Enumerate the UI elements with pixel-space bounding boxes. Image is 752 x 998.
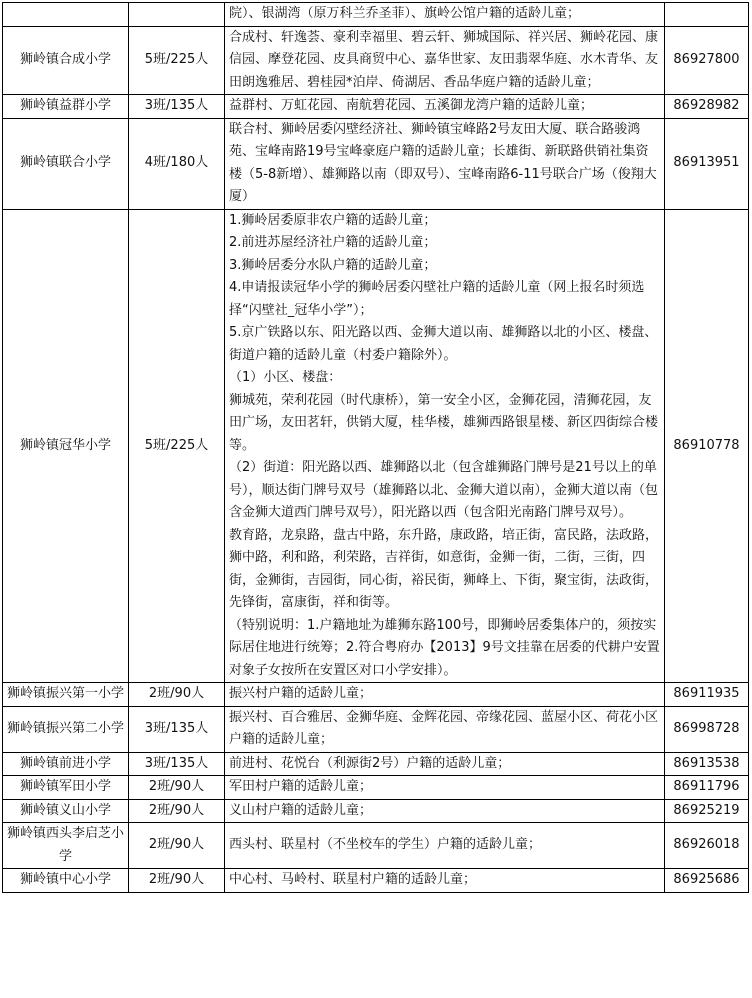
table-row [3, 209, 749, 683]
school-name-cell: 狮岭镇义山小学 [3, 799, 129, 823]
enrollment-quota-cell: 2班/90人 [129, 823, 225, 869]
school-name-cell: 狮岭镇西头李启芝小学 [3, 823, 129, 869]
catchment-area-cell [225, 209, 665, 683]
school-name-cell: 狮岭镇军田小学 [3, 776, 129, 800]
contact-phone-cell: 86926018 [665, 823, 749, 869]
enrollment-quota-cell: 3班/135人 [129, 706, 225, 752]
contact-phone-cell: 86913538 [665, 752, 749, 776]
table-row [3, 799, 749, 823]
school-name-cell: 狮岭镇前进小学 [3, 752, 129, 776]
contact-phone-cell: 86928982 [665, 95, 749, 119]
table-row [3, 869, 749, 893]
catchment-area-line: 4.申请报读冠华小学的狮岭居委闪壁社户籍的适龄儿童（网上报名时须选择“闪壁社_冠华小学”）； [229, 280, 645, 318]
contact-phone-cell: 86911796 [665, 776, 749, 800]
catchment-area-cell [225, 776, 665, 800]
school-name-cell: 狮岭镇益群小学 [3, 95, 129, 119]
catchment-area-line: 军田村户籍的适龄儿童； [229, 779, 373, 794]
enrollment-quota-cell: 3班/135人 [129, 752, 225, 776]
catchment-area-line: （特别说明：1.户籍地址为雄狮东路100号，即狮岭居委集体户的，须按实际居住地进行统筹；2.符合粤府办【2013】9号文挂靠在居委的代耕户安置对象子女按所在安置区对口小学安排）。 [229, 617, 660, 678]
school-name-cell: 狮岭镇冠华小学 [3, 209, 129, 683]
catchment-area-line: 狮城苑，荣利花园（时代康桥），第一安全小区，金狮花园，清狮花园，友田广场，友田茗轩，供销大厦，桂华楼，雄狮西路银星楼、新区四街综合楼等。 [229, 392, 659, 453]
catchment-area-line: 振兴村、百合雅居、金狮华庭、金辉花园、帝缘花园、蓝屋小区、荷花小区户籍的适龄儿童； [229, 709, 659, 747]
enrollment-quota-cell: 4班/180人 [129, 118, 225, 209]
enrollment-quota-cell: 2班/90人 [129, 776, 225, 800]
catchment-area-line: 益群村、万虹花园、南航碧花园、五溪御龙湾户籍的适龄儿童； [229, 98, 594, 113]
table-row [3, 26, 749, 95]
catchment-area-line: 2.前进苏屋经济社户籍的适龄儿童； [229, 235, 437, 250]
catchment-area-line: 1.狮岭居委原非农户籍的适龄儿童； [229, 212, 437, 228]
catchment-area-line: 振兴村户籍的适龄儿童； [229, 686, 373, 701]
school-name-cell [3, 3, 129, 27]
enrollment-quota-cell: 2班/90人 [129, 799, 225, 823]
catchment-area-cell [225, 706, 665, 752]
catchment-area-cell [225, 869, 665, 893]
table-row [3, 118, 749, 209]
table-row [3, 752, 749, 776]
enrollment-quota-cell: 5班/225人 [129, 26, 225, 95]
contact-phone-cell: 86911935 [665, 683, 749, 707]
contact-phone-cell: 86910778 [665, 209, 749, 683]
catchment-area-line: 5.京广铁路以东、阳光路以西、金狮大道以南、雄狮路以北的小区、楼盘、街道户籍的适龄儿童（村委户籍除外）。 [229, 325, 658, 363]
catchment-area-line: 合成村、轩逸荟、豪利幸福里、碧云轩、狮城国际、祥兴居、狮岭花园、康信园、摩登花园、皮具商贸中心、嘉华世家、友田翡翠华庭、水木青华、友田朗逸雅居、碧桂园*泊岸、倚湖居、香品华庭户籍的适龄儿童； [229, 29, 659, 90]
contact-phone-cell: 86925686 [665, 869, 749, 893]
catchment-area-line: 中心村、马岭村、联星村户籍的适龄儿童； [229, 872, 477, 887]
school-name-cell: 狮岭镇振兴第二小学 [3, 706, 129, 752]
school-name-cell: 狮岭镇联合小学 [3, 118, 129, 209]
catchment-area-cell [225, 683, 665, 707]
catchment-area-line: 3.狮岭居委分水队户籍的适龄儿童； [229, 257, 437, 273]
table-row [3, 3, 749, 27]
table-row [3, 823, 749, 869]
catchment-area-cell [225, 95, 665, 119]
catchment-area-cell [225, 26, 665, 95]
catchment-area-cell [225, 823, 665, 869]
contact-phone-cell [665, 3, 749, 27]
contact-phone-cell: 86925219 [665, 799, 749, 823]
enrollment-table-body [3, 3, 749, 893]
table-row [3, 776, 749, 800]
contact-phone-cell: 86927800 [665, 26, 749, 95]
catchment-area-line: 教育路，龙泉路，盘古中路，东升路，康政路，培正街，富民路，法政路，狮中路，利和路，利荣路，吉祥街，如意街，金狮一街，二街，三街，四街，金狮街，吉园街，同心街，裕民街，狮峰上、下街，聚宝街，法政街，先锋街，富康街，祥和街等。 [229, 527, 659, 610]
enrollment-table [2, 2, 749, 893]
catchment-area-line: 义山村户籍的适龄儿童； [229, 802, 373, 818]
contact-phone-cell: 86913951 [665, 118, 749, 209]
catchment-area-cell [225, 799, 665, 823]
catchment-area-line: （1）小区、楼盘： [229, 370, 342, 385]
school-name-cell: 狮岭镇中心小学 [3, 869, 129, 893]
enrollment-quota-cell: 2班/90人 [129, 869, 225, 893]
catchment-area-line: 联合村、狮岭居委闪壁经济社、狮岭镇宝峰路2号友田大厦、联合路骏鸿苑、宝峰南路19号宝峰豪庭户籍的适龄儿童；长雄街、新联路供销社集资楼（5-8新增）、雄狮路以南（即双号）、宝峰南路6-11号联合广场（俊翔大厦） [229, 121, 657, 204]
catchment-area-cell [225, 118, 665, 209]
catchment-area-line: （2）街道：阳光路以西、雄狮路以北（包含雄狮路门牌号是21号以上的单号），顺达街门牌号双号（雄狮路以北、金狮大道以南），金狮大道以南（包含金狮大道西门牌号双号），阳光路以西（包含阳光南路门牌号双号）。 [229, 460, 659, 520]
catchment-area-line: 院）、银湖湾（原万科兰乔圣菲）、旗岭公馆户籍的适龄儿童； [229, 6, 581, 21]
catchment-area-line: 西头村、联星村（不坐校车的学生）户籍的适龄儿童； [229, 837, 542, 853]
enrollment-quota-cell: 5班/225人 [129, 209, 225, 683]
table-row [3, 706, 749, 752]
catchment-area-line: 前进村、花悦台（利源街2号）户籍的适龄儿童； [229, 755, 511, 771]
table-row [3, 683, 749, 707]
school-name-cell: 狮岭镇振兴第一小学 [3, 683, 129, 707]
contact-phone-cell: 86998728 [665, 706, 749, 752]
table-row [3, 95, 749, 119]
enrollment-quota-cell [129, 3, 225, 27]
school-name-cell: 狮岭镇合成小学 [3, 26, 129, 95]
catchment-area-cell [225, 752, 665, 776]
enrollment-quota-cell: 3班/135人 [129, 95, 225, 119]
enrollment-quota-cell: 2班/90人 [129, 683, 225, 707]
catchment-area-cell [225, 3, 665, 27]
